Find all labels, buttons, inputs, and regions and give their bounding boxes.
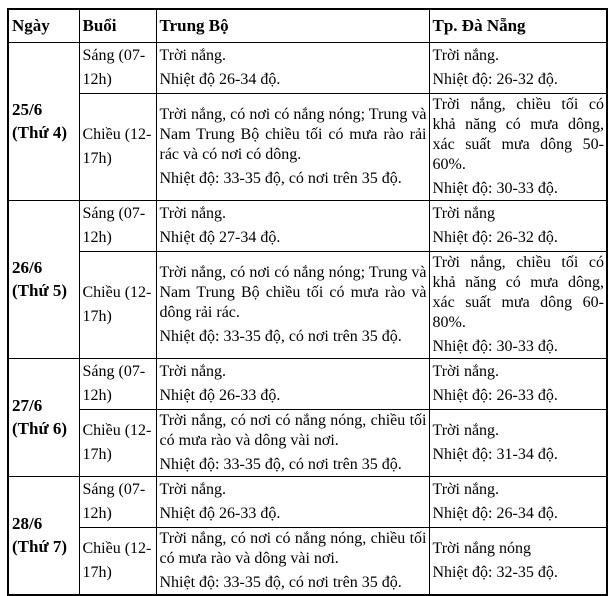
session-cell: Sáng (07-12h) [79,359,156,410]
date-cell: 27/6 (Thứ 6) [8,359,79,477]
forecast-paragraph: Trời nắng, có nơi có nắng nóng, chiều tối có mưa rào và dông vài nơi. [159,412,427,449]
session-cell: Sáng (07-12h) [79,477,156,528]
forecast-paragraph: Trời nắng [432,205,496,222]
trung-bo-forecast-cell [156,359,429,410]
session-cell: Chiều (12-17h) [79,410,156,477]
da-nang-forecast-cell [429,43,607,94]
forecast-paragraph: Nhiệt độ: 33-35 độ, có nơi trên 35 độ. [159,456,402,473]
forecast-paragraph: Nhiệt độ 26-34 độ. [159,71,281,88]
session-cell: Chiều (12-17h) [79,252,156,359]
forecast-paragraph: Trời nắng, có nơi có nắng nóng; Trung và Nam Trung Bộ chiều tối có mưa rào rải rác và có nơi có dông. [159,106,427,163]
forecast-paragraph: Nhiệt độ: 33-35 độ, có nơi trên 35 độ. [159,328,402,345]
trung-bo-forecast-cell [156,94,429,201]
forecast-paragraph: Trời nắng, có nơi có nắng nóng, chiều tối có mưa rào và dông vài nơi. [159,530,427,567]
session-cell: Chiều (12-17h) [79,528,156,596]
forecast-paragraph: Nhiệt độ: 26-33 độ. [432,387,558,404]
forecast-paragraph: Nhiệt độ: 30-33 độ. [432,180,558,197]
table-row [8,94,607,201]
forecast-paragraph: Nhiệt độ 27-34 độ. [159,229,281,246]
forecast-table-body [8,43,607,596]
date-cell: 25/6 (Thứ 4) [8,43,79,201]
trung-bo-forecast-cell [156,201,429,252]
da-nang-forecast-cell [429,94,607,201]
table-row [8,252,607,359]
forecast-paragraph: Nhiệt độ: 33-35 độ, có nơi trên 35 độ. [159,574,402,591]
da-nang-forecast-cell [429,410,607,477]
forecast-paragraph: Nhiệt độ: 26-32 độ. [432,229,558,246]
column-header-date: Ngày [8,9,79,43]
forecast-paragraph: Trời nắng. [432,363,500,380]
session-cell: Chiều (12-17h) [79,94,156,201]
table-row [8,477,607,528]
forecast-paragraph: Trời nắng. [432,422,500,439]
session-cell: Sáng (07-12h) [79,201,156,252]
weather-forecast-table [7,8,608,596]
da-nang-forecast-cell [429,201,607,252]
forecast-paragraph: Trời nắng, có nơi có nắng nóng; Trung và Nam Trung Bộ chiều tối có mưa rào và dông rải rác. [159,264,427,321]
forecast-paragraph: Trời nắng. [432,47,500,64]
forecast-paragraph: Nhiệt độ 26-33 độ. [159,505,281,522]
date-cell: 28/6 (Thứ 7) [8,477,79,596]
table-row [8,201,607,252]
trung-bo-forecast-cell [156,410,429,477]
da-nang-forecast-cell [429,477,607,528]
forecast-paragraph: Trời nắng, chiều tối có khả năng có mưa dông, xác suất mưa dông 50-60%. [432,96,604,173]
date-cell: 26/6 (Thứ 5) [8,201,79,359]
trung-bo-forecast-cell [156,43,429,94]
forecast-paragraph: Nhiệt độ: 26-32 độ. [432,71,558,88]
forecast-paragraph: Trời nắng. [159,205,227,222]
forecast-paragraph: Trời nắng. [159,47,227,64]
table-row [8,43,607,94]
trung-bo-forecast-cell [156,528,429,596]
trung-bo-forecast-cell [156,252,429,359]
da-nang-forecast-cell [429,528,607,596]
forecast-paragraph: Nhiệt độ: 32-35 độ. [432,564,558,581]
da-nang-forecast-cell [429,359,607,410]
forecast-paragraph: Trời nắng nóng [432,540,532,557]
column-header-session: Buổi [79,9,156,43]
table-row [8,410,607,477]
trung-bo-forecast-cell [156,477,429,528]
forecast-paragraph: Nhiệt độ: 31-34 độ. [432,446,558,463]
column-header-da-nang: Tp. Đà Nẵng [429,9,607,43]
table-header-row [8,9,607,43]
session-cell: Sáng (07-12h) [79,43,156,94]
forecast-paragraph: Trời nắng. [432,481,500,498]
forecast-paragraph: Nhiệt độ: 30-33 độ. [432,338,558,355]
table-row [8,528,607,596]
column-header-trung-bo: Trung Bộ [156,9,429,43]
forecast-paragraph: Nhiệt độ: 26-34 độ. [432,505,558,522]
forecast-paragraph: Trời nắng. [159,363,227,380]
forecast-paragraph: Nhiệt độ 26-33 độ. [159,387,281,404]
table-row [8,359,607,410]
forecast-paragraph: Nhiệt độ: 33-35 độ, có nơi trên 35 độ. [159,170,402,187]
forecast-paragraph: Trời nắng. [159,481,227,498]
forecast-paragraph: Trời nắng, chiều tối có khả năng có mưa dông, xác suất mưa dông 60-80%. [432,254,604,331]
da-nang-forecast-cell [429,252,607,359]
